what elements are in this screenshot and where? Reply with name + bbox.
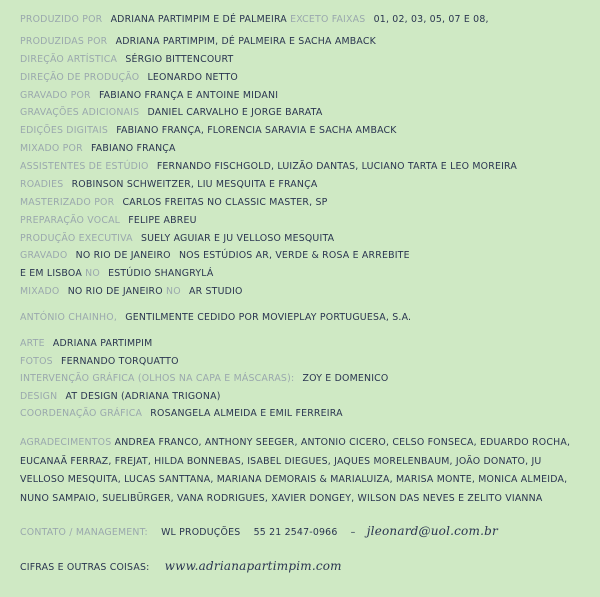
credit-vocal-preparation (20, 215, 197, 226)
credit-art-direction (20, 54, 233, 65)
website-link[interactable]: www.adrianapartimpim.com (164, 559, 342, 573)
credit-value: SÉRGIO BITTENCOURT (125, 54, 234, 65)
credit-label: EDIÇÕES DIGITAIS (20, 125, 109, 136)
credit-produced-tracks (20, 36, 376, 47)
credit-antonio-chainho (20, 312, 411, 323)
credit-value: SUELY AGUIAR E JU VELLOSO MESQUITA (140, 233, 335, 244)
contact-label: CONTATO / MANAGEMENT: (20, 527, 148, 538)
credit-value: FERNANDO TORQUATTO (61, 356, 179, 367)
credit-label: DIREÇÃO DE PRODUÇÃO (20, 72, 140, 83)
credit-label: DESIGN (20, 391, 58, 402)
credit-executive-production (20, 233, 334, 244)
credit-value: AT DESIGN (ADRIANA TRIGONA) (65, 391, 221, 402)
credit-mixed-in-rio (20, 286, 243, 297)
credit-label: GRAVAÇÕES ADICIONAIS (20, 107, 140, 118)
credit-label: MASTERIZADO POR (20, 197, 115, 208)
credit-digital-editing (20, 125, 397, 136)
credit-label: COORDENAÇÃO GRÁFICA (20, 408, 143, 419)
credit-label: ARTE (20, 338, 45, 349)
credit-value: ROBINSON SCHWEITZER, LIU MESQUITA E FRANÇA (71, 179, 318, 190)
credit-value: ZOY E DOMENICO (302, 373, 389, 384)
credit-value: E EM LISBOA (20, 268, 82, 279)
acknowledgements-text: ANDREA FRANCO, ANTHONY SEEGER, ANTONIO CICERO, CELSO FONSECA, EDUARDO ROCHA, EUCANAÃ FERRAZ, FREJAT, HILDA BONNEBAS, ISABEL DIEGUES, JAQUES MORELENBAUM, JOÃO DONATO, JU VELLOSO MESQUITA, LUCAS SANTTANA, MARIANA DEMORAIS & MARIALUIZA, MARISA MONTE, MONICA ALMEIDA, NUNO SAMPAIO, SUELIBÜRGER, VANA RODRIGUES, XAVIER DONGEY, WILSON DAS NEVES E ZELITO VIANNA (20, 437, 571, 504)
credit-value: DANIEL CARVALHO E JORGE BARATA (147, 107, 323, 118)
contact-phone: 55 21 2547-0966 (253, 527, 338, 538)
credit-value: FERNANDO FISCHGOLD, LUIZÃO DANTAS, LUCIANO TARTA E LEO MOREIRA (156, 161, 517, 172)
credit-value: ADRIANA PARTIMPIM, DÉ PALMEIRA E SACHA AMBACK (115, 36, 376, 47)
credit-label: INTERVENÇÃO GRÁFICA (OLHOS NA CAPA E MÁSCARAS): (20, 373, 295, 384)
credit-mixed-by (20, 143, 176, 154)
credit-label: ASSISTENTES DE ESTÚDIO (20, 161, 149, 172)
credit-value: 01, 02, 03, 05, 07 E 08, (373, 14, 489, 25)
credit-design (20, 391, 221, 402)
acknowledgements (20, 434, 585, 508)
credit-value: NO RIO DE JANEIRO (75, 250, 171, 261)
credit-additional-recordings (20, 107, 322, 118)
credit-recorded-in-lisbon (20, 268, 214, 279)
credit-label: PRODUZIDO POR (20, 14, 103, 25)
credit-photos (20, 356, 179, 367)
credit-value: ESTÚDIO SHANGRYLÁ (108, 268, 214, 279)
credit-value: FABIANO FRANÇA E ANTOINE MIDANI (98, 90, 279, 101)
credit-value: NOS ESTÚDIOS AR, VERDE & ROSA E ARREBITE (178, 250, 410, 261)
credit-value: ADRIANA PARTIMPIM (52, 338, 153, 349)
cifras-line (20, 559, 342, 573)
credit-label: PRODUÇÃO EXECUTIVA (20, 233, 133, 244)
credit-roadies (20, 179, 317, 190)
credit-art (20, 338, 152, 349)
credit-label: MIXADO POR (20, 143, 83, 154)
credit-label: FOTOS (20, 356, 53, 367)
credit-mastered-by (20, 197, 327, 208)
credit-label: MIXADO (20, 286, 60, 297)
contact-email-link[interactable]: jleonard@uol.com.br (366, 524, 498, 538)
credit-value: FABIANO FRANÇA (91, 143, 176, 154)
credit-value: NO RIO DE JANEIRO (67, 286, 163, 297)
credit-label: PRODUZIDAS POR (20, 36, 108, 47)
credit-graphic-intervention (20, 373, 389, 384)
credit-production-direction (20, 72, 238, 83)
credit-value: ROSANGELA ALMEIDA E EMIL FERREIRA (150, 408, 343, 419)
credit-label: GRAVADO (20, 250, 68, 261)
credit-value: FABIANO FRANÇA, FLORENCIA SARAVIA E SACHA AMBACK (116, 125, 397, 136)
credit-label: ROADIES (20, 179, 64, 190)
credit-value: LEONARDO NETTO (147, 72, 238, 83)
credit-label: ANTÓNIO CHAINHO, (20, 312, 118, 323)
contact-line (20, 524, 498, 538)
credit-value: GENTILMENTE CEDIDO POR MOVIEPLAY PORTUGUESA, S.A. (125, 312, 412, 323)
credit-label: NO (166, 286, 181, 297)
credit-label: EXCETO FAIXAS (290, 14, 366, 25)
cifras-label: CIFRAS E OUTRAS COISAS: (20, 562, 150, 573)
contact-dash: – (350, 527, 356, 538)
credit-value: ADRIANA PARTIMPIM E DÉ PALMEIRA (110, 14, 287, 25)
acknowledgements-label: AGRADECIMENTOS (20, 437, 112, 448)
credit-label: PREPARAÇÃO VOCAL (20, 215, 121, 226)
credit-label: DIREÇÃO ARTÍSTICA (20, 54, 118, 65)
credit-label: NO (85, 268, 100, 279)
credit-produced-by (20, 14, 489, 25)
credit-graphic-coordination (20, 408, 343, 419)
credit-recorded-by (20, 90, 278, 101)
credit-studio-assistants (20, 161, 517, 172)
credit-label: GRAVADO POR (20, 90, 91, 101)
credit-value: CARLOS FREITAS NO CLASSIC MASTER, SP (122, 197, 328, 208)
credit-value: AR STUDIO (189, 286, 243, 297)
credit-recorded-in-rio (20, 250, 410, 261)
contact-company: WL PRODUÇÕES (161, 527, 241, 538)
credit-value: FELIPE ABREU (128, 215, 197, 226)
